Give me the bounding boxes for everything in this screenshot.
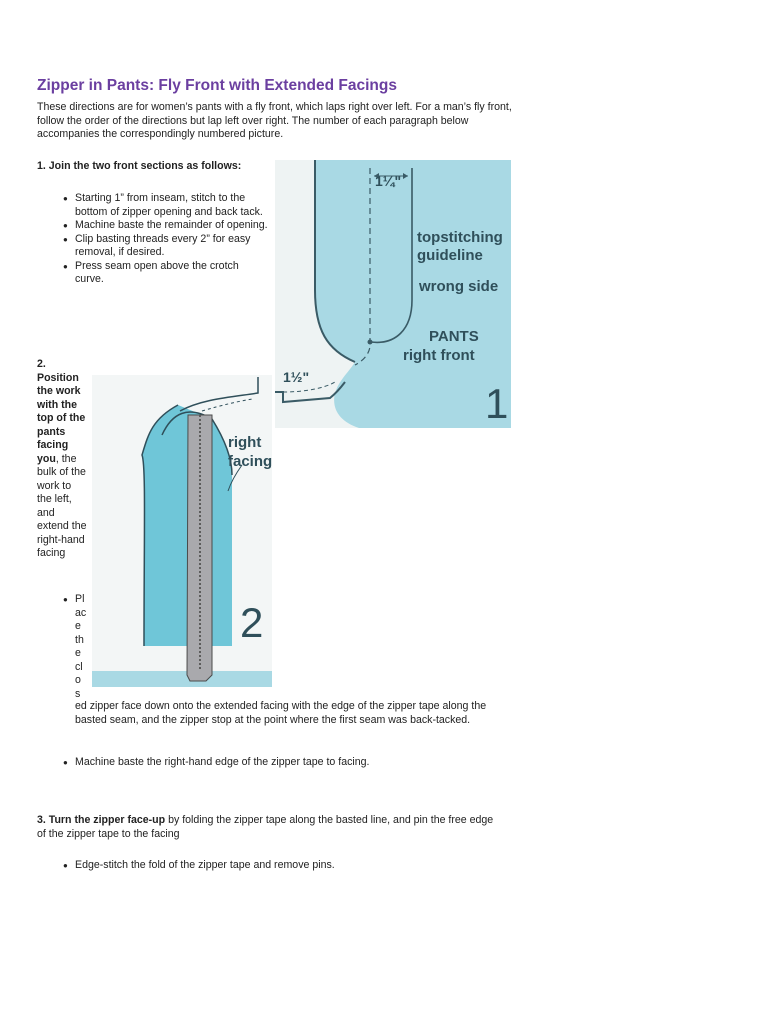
guideline-label: guideline xyxy=(417,247,483,264)
list-item: ● Starting 1” from inseam, stitch to the bottom of zipper opening and back tack. xyxy=(63,192,263,218)
bullet-icon: ● xyxy=(63,194,68,203)
list-item xyxy=(63,593,505,726)
step-1-heading: 1. Join the two front sections as follows: xyxy=(37,160,242,172)
bullet-icon: ● xyxy=(63,261,68,271)
figure-number: 2 xyxy=(240,599,264,646)
step-2-number: 2. xyxy=(37,358,46,370)
wrapped-text-fragment: Pl ac e th e cl o s xyxy=(75,593,87,700)
bullet-icon: ● xyxy=(63,221,68,230)
list-item: ● Edge-stitch the fold of the zipper tape and remove pins. xyxy=(63,859,335,871)
right-front-label: right front xyxy=(403,347,475,364)
bullet-icon: ● xyxy=(63,861,68,870)
pants-label: PANTS xyxy=(429,328,479,345)
step-1-list xyxy=(63,192,270,287)
step-2-list xyxy=(63,593,505,770)
step-3-paragraph xyxy=(37,814,502,841)
topstitching-label: topstitching xyxy=(417,229,503,246)
bullet-icon: ● xyxy=(63,758,68,767)
figure-1-pants-right-front xyxy=(275,160,511,428)
list-item: ● Machine baste the remainder of opening. xyxy=(63,219,268,231)
list-item: ● Clip basting threads every 2” for easy removal, if desired. xyxy=(63,232,251,258)
page-title: Zipper in Pants: Fly Front with Extended Facings xyxy=(37,77,397,94)
step-2-paragraph xyxy=(37,358,87,561)
step-3-bold-text: 3. Turn the zipper face-up xyxy=(37,814,166,826)
right-label: right xyxy=(228,434,262,451)
intro-paragraph: These directions are for women’s pants with a fly front, which laps right over left. For a man’s fly front, follow the order of the directions but lap left over right. The number of each paragraph below accompanies the correspondingly numbered picture. xyxy=(37,101,512,140)
list-item-text: ed zipper face down onto the extended facing with the edge of the zipper tape along the basted seam, and the zipper stop at the point where the first seam was back-tacked. xyxy=(75,700,487,726)
bullet-icon: ● xyxy=(63,234,68,244)
list-item: ● Machine baste the right-hand edge of the zipper tape to facing. xyxy=(63,756,370,768)
step-3-list xyxy=(63,859,475,873)
step-2-text: , the bulk of the work to the left, and extend the right-hand facing xyxy=(37,452,87,559)
step-2-bold-text: Position the work with the top of the pants facing you xyxy=(37,371,86,465)
wrong-side-label: wrong side xyxy=(419,278,499,295)
bullet-icon: ● xyxy=(63,595,68,604)
step-3-text: by folding the zipper tape along the basted line, and pin the free edge of the zipper tape to the facing xyxy=(37,814,494,840)
facing-label: facing xyxy=(228,453,272,470)
dimension-top-label: 1¼" xyxy=(375,173,402,189)
figure-number: 1 xyxy=(485,380,509,427)
dimension-left-label: 1½" xyxy=(283,369,310,385)
list-item: ● Press seam open above the crotch curve. xyxy=(63,259,239,285)
